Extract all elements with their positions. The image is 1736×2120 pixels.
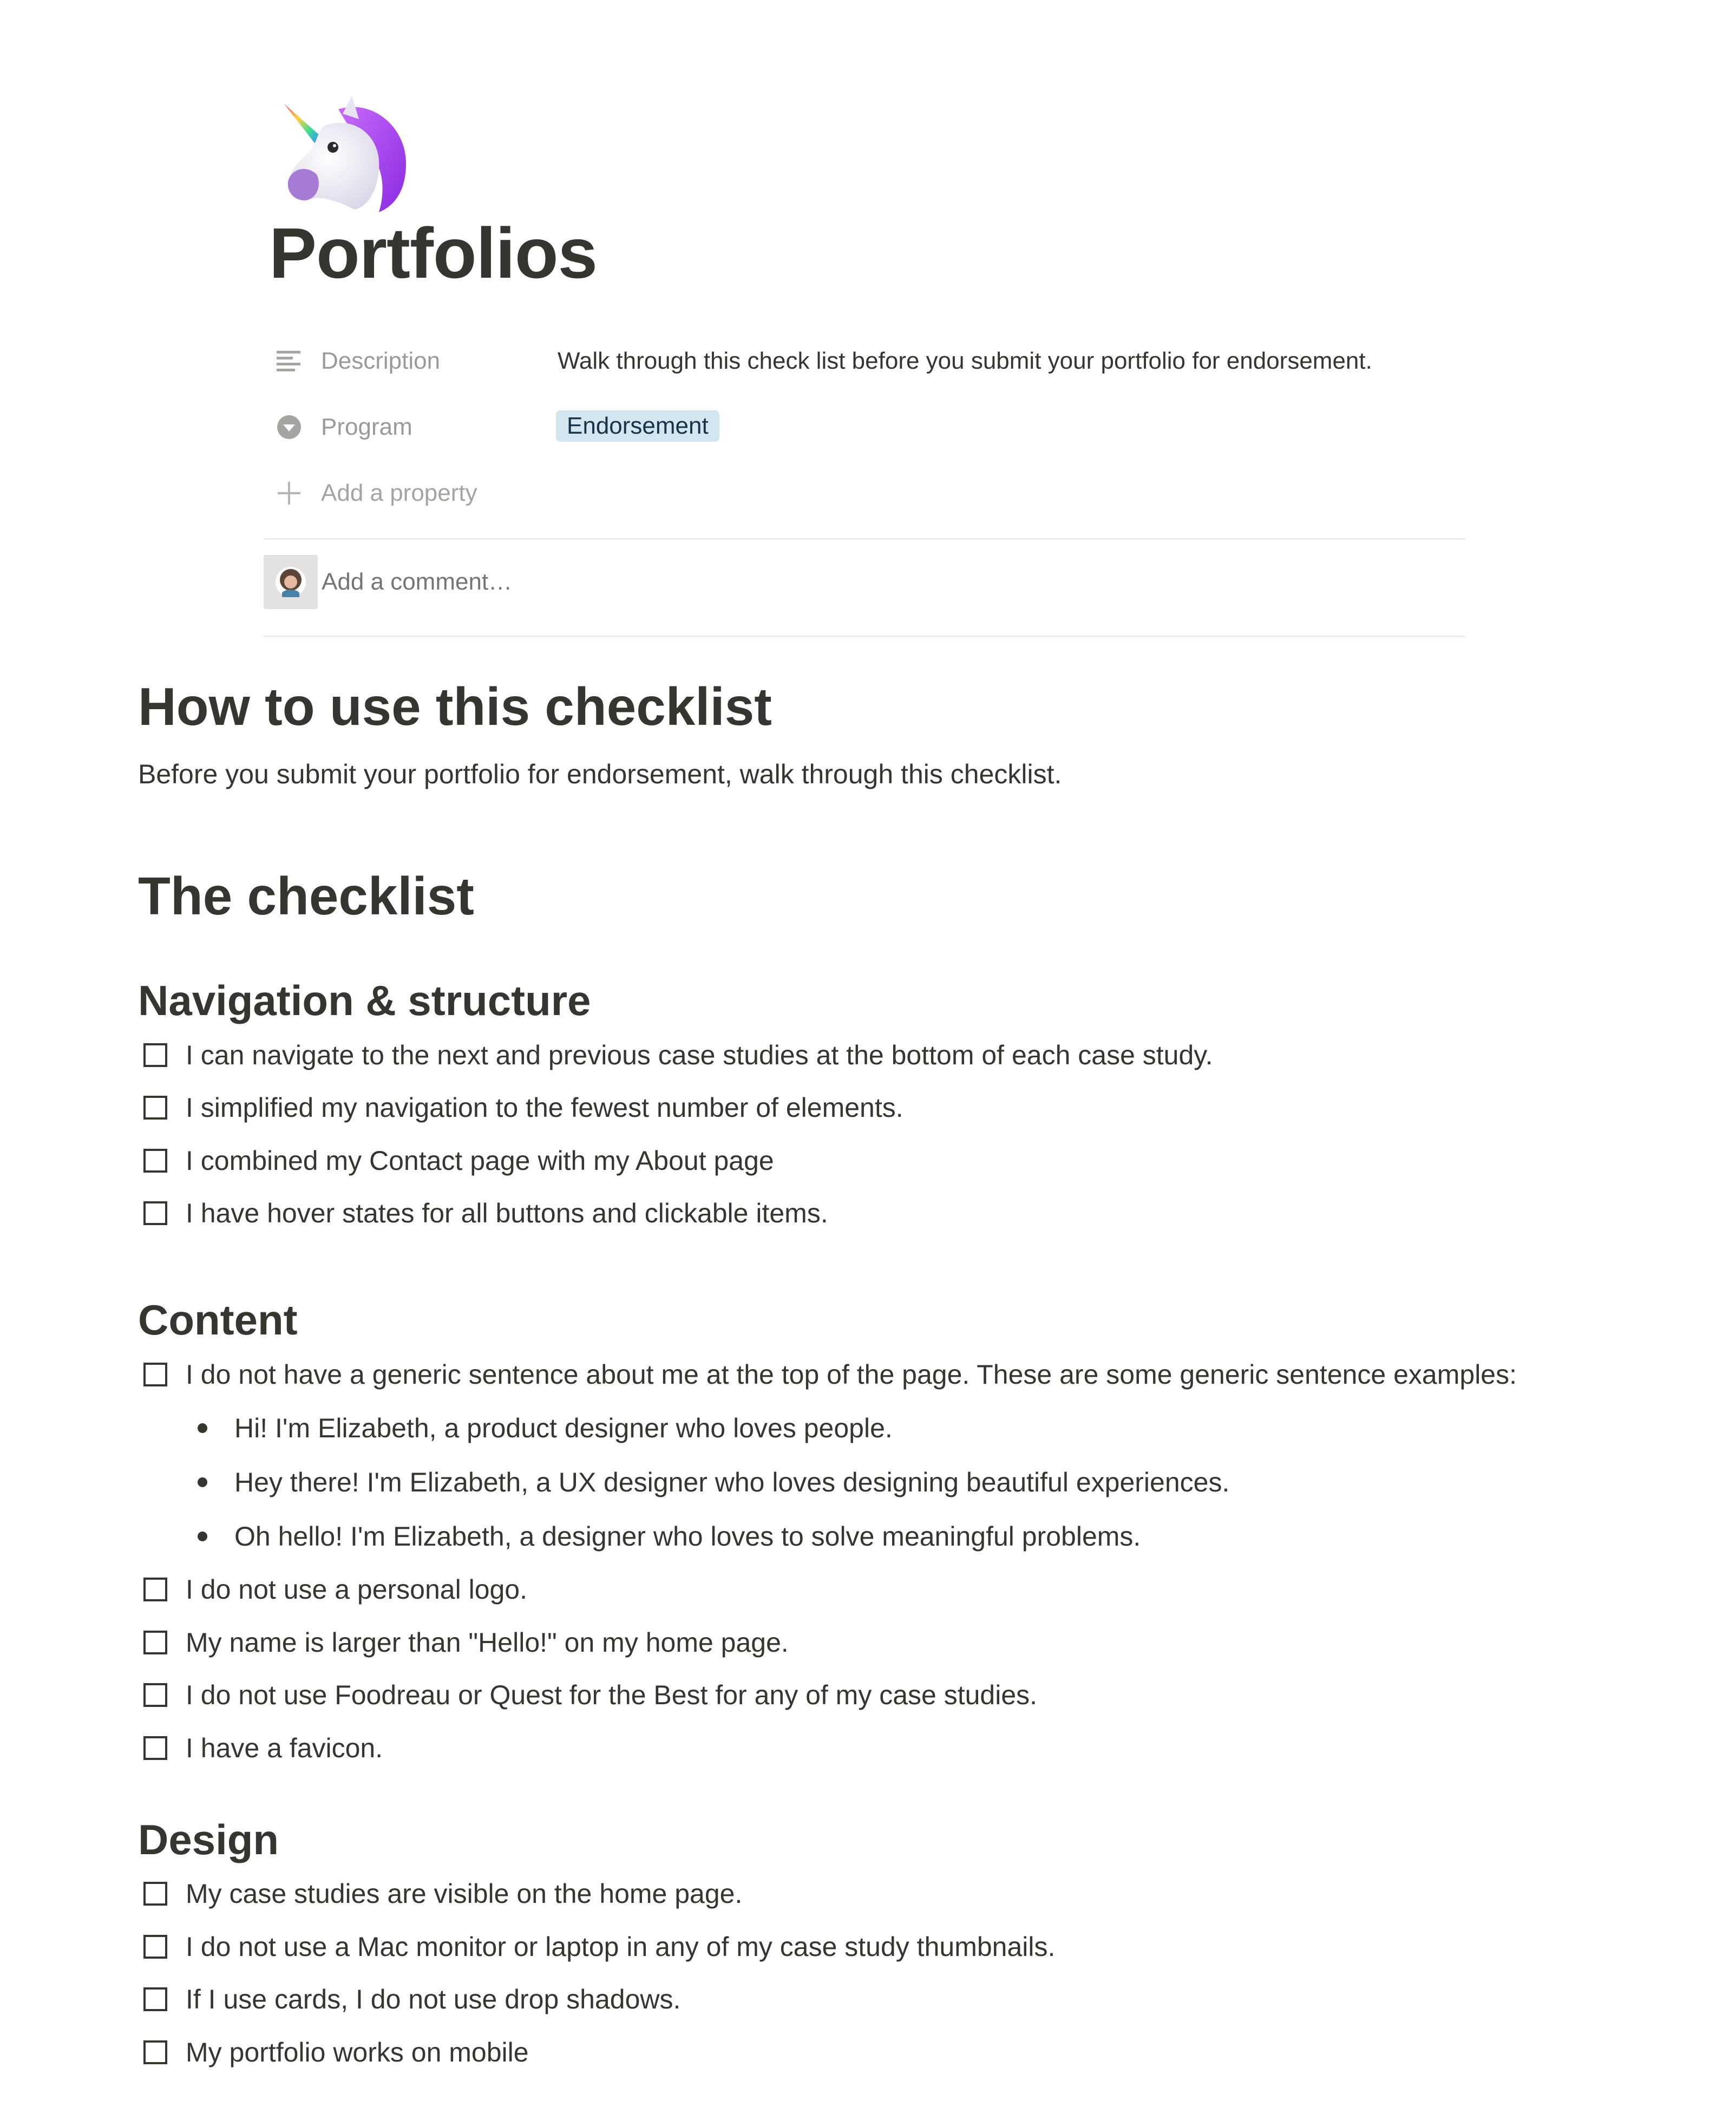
checkbox[interactable]	[143, 1935, 167, 1959]
property-description[interactable]	[269, 336, 1465, 402]
item-text[interactable]: I can navigate to the next and previous case studies at the bottom of each case study.	[186, 1039, 1213, 1070]
program-tag[interactable]: Endorsement	[556, 410, 719, 442]
avatar	[264, 555, 318, 609]
bullet-item	[138, 1509, 1654, 1563]
item-text[interactable]: My portfolio works on mobile	[186, 2037, 529, 2067]
content-checklist	[138, 1348, 1654, 1401]
page-content	[138, 671, 1654, 2079]
item-text[interactable]: I combined my Contact page with my About page	[186, 1145, 774, 1176]
text-lines-icon	[276, 348, 303, 375]
list-item	[138, 1722, 1654, 1775]
list-item	[138, 1669, 1654, 1722]
list-item	[138, 1029, 1654, 1082]
checkbox[interactable]	[143, 1043, 167, 1067]
bullet-text[interactable]: Hey there! I'm Elizabeth, a UX designer who loves designing beautiful experiences.	[234, 1467, 1230, 1497]
checkbox[interactable]	[143, 1363, 167, 1386]
divider	[264, 636, 1465, 637]
bullet-dot	[198, 1423, 207, 1433]
list-item	[138, 2026, 1654, 2079]
checkbox[interactable]	[143, 1201, 167, 1225]
heading-how-to[interactable]: How to use this checklist	[138, 677, 772, 736]
item-text[interactable]: I do not have a generic sentence about me at the top of the page. These are some generic sentence examples:	[186, 1359, 1517, 1390]
checkbox[interactable]	[143, 1683, 167, 1707]
example-bullets	[138, 1401, 1654, 1563]
list-item	[138, 1616, 1654, 1669]
list-item	[138, 1187, 1654, 1240]
page-title[interactable]: Portfolios	[269, 213, 597, 293]
navigation-checklist	[138, 1029, 1654, 1240]
list-item	[138, 1134, 1654, 1187]
bullet-text[interactable]: Oh hello! I'm Elizabeth, a designer who loves to solve meaningful problems.	[234, 1521, 1141, 1552]
content-checklist-more	[138, 1563, 1654, 1775]
heading-navigation[interactable]: Navigation & structure	[138, 977, 591, 1024]
properties-panel	[269, 336, 1465, 534]
item-text[interactable]: I simplified my navigation to the fewest number of elements.	[186, 1092, 903, 1123]
design-checklist	[138, 1868, 1654, 2079]
item-text[interactable]: My name is larger than "Hello!" on my home page.	[186, 1627, 789, 1658]
item-text[interactable]: I have hover states for all buttons and clickable items.	[186, 1198, 828, 1229]
list-item	[138, 1563, 1654, 1617]
checkbox[interactable]	[143, 1149, 167, 1173]
checkbox[interactable]	[143, 1096, 167, 1120]
checkbox[interactable]	[143, 2040, 167, 2064]
checkbox[interactable]	[143, 1578, 167, 1601]
bullet-dot	[198, 1532, 207, 1541]
bullet-item	[138, 1401, 1654, 1455]
paragraph-how-to[interactable]: Before you submit your portfolio for endorsement, walk through this checklist.	[138, 759, 1062, 789]
list-item	[138, 1868, 1654, 1921]
item-text[interactable]: I do not use Foodreau or Quest for the Best for any of my case studies.	[186, 1680, 1038, 1711]
item-text[interactable]: I have a favicon.	[186, 1732, 383, 1763]
checkbox[interactable]	[143, 1631, 167, 1654]
checkbox[interactable]	[143, 1987, 167, 2011]
property-name: Program	[321, 414, 412, 440]
list-item	[138, 1348, 1654, 1401]
plus-icon	[276, 480, 303, 507]
add-property-label: Add a property	[321, 480, 477, 506]
heading-checklist[interactable]: The checklist	[138, 866, 474, 926]
bullet-item	[138, 1455, 1654, 1509]
list-item	[138, 1920, 1654, 1973]
unicorn-icon[interactable]	[279, 93, 414, 218]
item-text[interactable]: I do not use a Mac monitor or laptop in any of my case study thumbnails.	[186, 1931, 1056, 1962]
property-program[interactable]	[269, 402, 1465, 468]
checkbox[interactable]	[143, 1882, 167, 1906]
bullet-dot	[198, 1477, 207, 1487]
item-text[interactable]: My case studies are visible on the home page.	[186, 1879, 743, 1909]
list-item	[138, 1082, 1654, 1135]
heading-content[interactable]: Content	[138, 1296, 298, 1344]
item-text[interactable]: I do not use a personal logo.	[186, 1574, 528, 1605]
add-property-button[interactable]	[269, 468, 1465, 534]
property-name: Description	[321, 348, 441, 374]
heading-design[interactable]: Design	[138, 1815, 279, 1863]
bullet-text[interactable]: Hi! I'm Elizabeth, a product designer who loves people.	[234, 1412, 893, 1443]
comment-input[interactable]	[322, 566, 1296, 598]
select-chevron-icon	[276, 414, 303, 441]
item-text[interactable]: If I use cards, I do not use drop shadows.	[186, 1984, 681, 2015]
list-item	[138, 1973, 1654, 2026]
checkbox[interactable]	[143, 1736, 167, 1760]
property-value[interactable]: Walk through this check list before you submit your portfolio for endorsement.	[558, 348, 1372, 374]
divider	[264, 538, 1465, 540]
